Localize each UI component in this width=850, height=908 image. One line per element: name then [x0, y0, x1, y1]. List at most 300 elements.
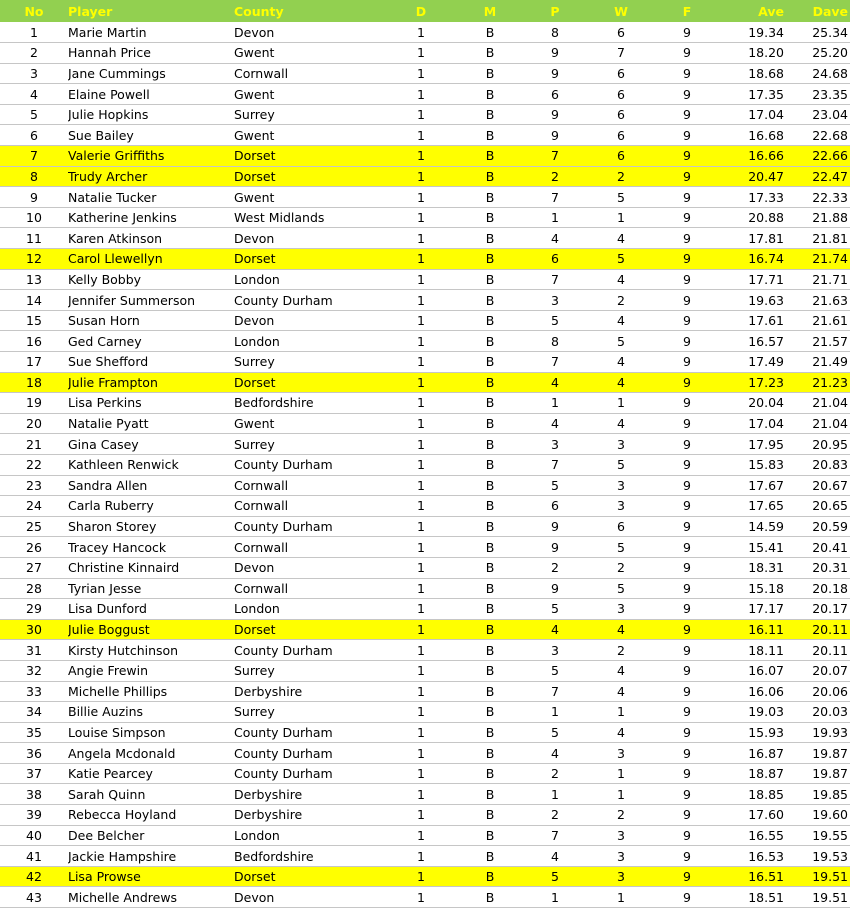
table-row: [0, 557, 850, 578]
cell-county: County Durham: [234, 724, 333, 740]
cell-m: B: [485, 560, 495, 576]
table-row: [0, 413, 850, 434]
cell-player: Rebecca Hoyland: [68, 807, 177, 823]
cell-p: 4: [551, 622, 559, 638]
cell-p: 4: [551, 230, 559, 246]
cell-dave: 22.66: [812, 148, 848, 164]
cell-county: Derbyshire: [234, 807, 303, 823]
cell-p: 9: [551, 539, 559, 555]
cell-no: 15: [26, 313, 42, 329]
cell-player: Julie Hopkins: [68, 107, 149, 123]
column-header-player: Player: [68, 3, 113, 19]
cell-p: 7: [551, 354, 559, 370]
cell-ave: 16.68: [748, 127, 784, 143]
cell-county: Dorset: [234, 374, 276, 390]
cell-player: Ged Carney: [68, 333, 142, 349]
cell-county: Dorset: [234, 148, 276, 164]
table-row: [0, 63, 850, 84]
table-row: [0, 846, 850, 867]
cell-p: 1: [551, 210, 559, 226]
cell-ave: 16.87: [748, 745, 784, 761]
cell-w: 5: [617, 580, 625, 596]
cell-ave: 17.17: [748, 601, 784, 617]
cell-p: 5: [551, 313, 559, 329]
cell-f: 9: [683, 457, 691, 473]
column-header-dave: Dave: [812, 3, 848, 19]
table-body: [0, 22, 850, 908]
cell-f: 9: [683, 539, 691, 555]
cell-f: 9: [683, 601, 691, 617]
cell-w: 6: [617, 107, 625, 123]
cell-m: B: [485, 210, 495, 226]
cell-m: B: [485, 374, 495, 390]
cell-f: 9: [683, 807, 691, 823]
cell-player: Angie Frewin: [68, 663, 148, 679]
cell-w: 1: [617, 210, 625, 226]
table-row: [0, 352, 850, 373]
cell-county: Dorset: [234, 622, 276, 638]
cell-m: B: [485, 65, 495, 81]
cell-p: 8: [551, 333, 559, 349]
cell-p: 7: [551, 271, 559, 287]
cell-no: 42: [26, 869, 42, 885]
cell-county: Bedfordshire: [234, 395, 314, 411]
cell-d: 1: [417, 127, 425, 143]
cell-w: 1: [617, 704, 625, 720]
cell-w: 5: [617, 189, 625, 205]
cell-no: 1: [30, 24, 38, 40]
cell-dave: 25.20: [812, 45, 848, 61]
cell-ave: 16.55: [748, 827, 784, 843]
cell-ave: 16.66: [748, 148, 784, 164]
cell-m: B: [485, 292, 495, 308]
cell-player: Jane Cummings: [68, 65, 166, 81]
cell-p: 1: [551, 786, 559, 802]
cell-player: Sue Shefford: [68, 354, 149, 370]
cell-d: 1: [417, 333, 425, 349]
cell-d: 1: [417, 683, 425, 699]
cell-d: 1: [417, 498, 425, 514]
cell-player: Susan Horn: [68, 313, 140, 329]
cell-dave: 22.47: [812, 168, 848, 184]
cell-f: 9: [683, 354, 691, 370]
cell-p: 7: [551, 827, 559, 843]
table-row: [0, 434, 850, 455]
cell-d: 1: [417, 189, 425, 205]
cell-m: B: [485, 168, 495, 184]
cell-ave: 17.49: [748, 354, 784, 370]
cell-player: Natalie Pyatt: [68, 416, 149, 432]
cell-w: 3: [617, 477, 625, 493]
cell-dave: 20.17: [812, 601, 848, 617]
cell-player: Valerie Griffiths: [68, 148, 165, 164]
table-row: [0, 187, 850, 208]
cell-player: Carol Llewellyn: [68, 251, 163, 267]
cell-m: B: [485, 333, 495, 349]
cell-dave: 19.87: [812, 766, 848, 782]
cell-no: 37: [26, 766, 42, 782]
cell-m: B: [485, 457, 495, 473]
cell-m: B: [485, 663, 495, 679]
cell-player: Hannah Price: [68, 45, 151, 61]
column-header-county: County: [234, 3, 284, 19]
cell-county: County Durham: [234, 457, 333, 473]
cell-f: 9: [683, 663, 691, 679]
cell-dave: 20.03: [812, 704, 848, 720]
cell-no: 27: [26, 560, 42, 576]
cell-w: 7: [617, 45, 625, 61]
cell-d: 1: [417, 601, 425, 617]
cell-player: Kathleen Renwick: [68, 457, 179, 473]
cell-p: 5: [551, 601, 559, 617]
cell-d: 1: [417, 827, 425, 843]
cell-dave: 19.60: [812, 807, 848, 823]
cell-player: Kirsty Hutchinson: [68, 642, 179, 658]
table-row: [0, 22, 850, 43]
cell-w: 1: [617, 786, 625, 802]
cell-player: Christine Kinnaird: [68, 560, 180, 576]
table-row: [0, 537, 850, 558]
cell-no: 25: [26, 519, 42, 535]
cell-f: 9: [683, 86, 691, 102]
cell-f: 9: [683, 24, 691, 40]
cell-p: 6: [551, 86, 559, 102]
cell-m: B: [485, 786, 495, 802]
cell-f: 9: [683, 65, 691, 81]
cell-p: 1: [551, 395, 559, 411]
cell-no: 7: [30, 148, 38, 164]
cell-m: B: [485, 580, 495, 596]
table-row: [0, 249, 850, 270]
table-row: [0, 290, 850, 311]
cell-no: 11: [26, 230, 42, 246]
cell-ave: 17.65: [748, 498, 784, 514]
cell-ave: 19.03: [748, 704, 784, 720]
cell-ave: 17.04: [748, 107, 784, 123]
cell-dave: 22.68: [812, 127, 848, 143]
cell-w: 5: [617, 539, 625, 555]
cell-m: B: [485, 477, 495, 493]
cell-dave: 20.06: [812, 683, 848, 699]
cell-no: 35: [26, 724, 42, 740]
cell-m: B: [485, 807, 495, 823]
cell-dave: 21.63: [812, 292, 848, 308]
cell-ave: 18.31: [748, 560, 784, 576]
cell-m: B: [485, 683, 495, 699]
cell-m: B: [485, 724, 495, 740]
table-row: [0, 207, 850, 228]
cell-ave: 18.20: [748, 45, 784, 61]
cell-dave: 20.65: [812, 498, 848, 514]
column-header-p: P: [550, 3, 560, 19]
cell-dave: 20.31: [812, 560, 848, 576]
table-row: [0, 743, 850, 764]
cell-f: 9: [683, 766, 691, 782]
cell-ave: 18.51: [748, 889, 784, 905]
cell-ave: 16.07: [748, 663, 784, 679]
column-header-ave: Ave: [758, 3, 784, 19]
table-row: [0, 784, 850, 805]
cell-d: 1: [417, 869, 425, 885]
cell-m: B: [485, 107, 495, 123]
cell-no: 20: [26, 416, 42, 432]
cell-no: 31: [26, 642, 42, 658]
column-header-no: No: [24, 3, 44, 19]
cell-d: 1: [417, 889, 425, 905]
cell-w: 1: [617, 766, 625, 782]
cell-county: London: [234, 601, 280, 617]
cell-p: 2: [551, 807, 559, 823]
cell-no: 13: [26, 271, 42, 287]
cell-d: 1: [417, 416, 425, 432]
cell-no: 18: [26, 374, 42, 390]
cell-p: 4: [551, 745, 559, 761]
cell-ave: 15.18: [748, 580, 784, 596]
cell-p: 7: [551, 457, 559, 473]
cell-county: London: [234, 827, 280, 843]
cell-player: Carla Ruberry: [68, 498, 154, 514]
cell-m: B: [485, 127, 495, 143]
cell-f: 9: [683, 704, 691, 720]
cell-d: 1: [417, 704, 425, 720]
cell-f: 9: [683, 189, 691, 205]
cell-f: 9: [683, 560, 691, 576]
cell-dave: 23.35: [812, 86, 848, 102]
cell-county: Bedfordshire: [234, 848, 314, 864]
cell-p: 7: [551, 148, 559, 164]
cell-player: Elaine Powell: [68, 86, 150, 102]
cell-w: 3: [617, 745, 625, 761]
cell-dave: 21.23: [812, 374, 848, 390]
cell-m: B: [485, 601, 495, 617]
cell-dave: 20.67: [812, 477, 848, 493]
cell-f: 9: [683, 127, 691, 143]
cell-county: Surrey: [234, 354, 275, 370]
table-row: [0, 496, 850, 517]
cell-m: B: [485, 745, 495, 761]
cell-dave: 21.49: [812, 354, 848, 370]
cell-p: 2: [551, 560, 559, 576]
cell-w: 1: [617, 889, 625, 905]
cell-w: 5: [617, 251, 625, 267]
cell-d: 1: [417, 251, 425, 267]
cell-w: 1: [617, 395, 625, 411]
cell-no: 6: [30, 127, 38, 143]
cell-player: Lisa Dunford: [68, 601, 147, 617]
cell-d: 1: [417, 107, 425, 123]
cell-no: 4: [30, 86, 38, 102]
cell-m: B: [485, 230, 495, 246]
table-row: [0, 578, 850, 599]
cell-county: Gwent: [234, 416, 275, 432]
cell-player: Sue Bailey: [68, 127, 134, 143]
cell-ave: 17.35: [748, 86, 784, 102]
cell-dave: 20.83: [812, 457, 848, 473]
cell-player: Billie Auzins: [68, 704, 144, 720]
cell-dave: 19.51: [812, 869, 848, 885]
cell-no: 28: [26, 580, 42, 596]
cell-county: County Durham: [234, 642, 333, 658]
table-row: [0, 43, 850, 64]
cell-f: 9: [683, 724, 691, 740]
cell-county: County Durham: [234, 745, 333, 761]
cell-ave: 17.71: [748, 271, 784, 287]
cell-d: 1: [417, 642, 425, 658]
cell-m: B: [485, 622, 495, 638]
cell-player: Trudy Archer: [68, 168, 148, 184]
cell-w: 3: [617, 498, 625, 514]
cell-ave: 17.33: [748, 189, 784, 205]
table-row: [0, 310, 850, 331]
cell-m: B: [485, 86, 495, 102]
cell-d: 1: [417, 436, 425, 452]
cell-w: 6: [617, 148, 625, 164]
cell-f: 9: [683, 395, 691, 411]
cell-dave: 20.18: [812, 580, 848, 596]
cell-f: 9: [683, 251, 691, 267]
cell-w: 4: [617, 354, 625, 370]
cell-ave: 18.11: [748, 642, 784, 658]
cell-m: B: [485, 766, 495, 782]
column-header-f: F: [682, 3, 692, 19]
cell-m: B: [485, 354, 495, 370]
cell-w: 6: [617, 24, 625, 40]
cell-m: B: [485, 889, 495, 905]
cell-ave: 18.85: [748, 786, 784, 802]
table-row: [0, 393, 850, 414]
cell-w: 4: [617, 271, 625, 287]
cell-d: 1: [417, 168, 425, 184]
cell-d: 1: [417, 663, 425, 679]
cell-no: 12: [26, 251, 42, 267]
cell-player: Katie Pearcey: [68, 766, 153, 782]
cell-ave: 17.60: [748, 807, 784, 823]
cell-no: 22: [26, 457, 42, 473]
cell-no: 43: [26, 889, 42, 905]
cell-p: 4: [551, 374, 559, 390]
cell-county: Cornwall: [234, 498, 289, 514]
table-row: [0, 805, 850, 826]
cell-player: Michelle Phillips: [68, 683, 168, 699]
cell-dave: 20.11: [812, 622, 848, 638]
cell-county: Cornwall: [234, 477, 289, 493]
cell-f: 9: [683, 498, 691, 514]
cell-w: 4: [617, 230, 625, 246]
cell-w: 2: [617, 560, 625, 576]
cell-d: 1: [417, 292, 425, 308]
cell-f: 9: [683, 148, 691, 164]
cell-county: Surrey: [234, 107, 275, 123]
cell-county: London: [234, 333, 280, 349]
cell-ave: 18.68: [748, 65, 784, 81]
cell-ave: 19.34: [748, 24, 784, 40]
cell-w: 4: [617, 724, 625, 740]
cell-ave: 20.88: [748, 210, 784, 226]
table-row: [0, 228, 850, 249]
cell-dave: 20.95: [812, 436, 848, 452]
cell-m: B: [485, 869, 495, 885]
cell-f: 9: [683, 642, 691, 658]
cell-no: 10: [26, 210, 42, 226]
cell-no: 30: [26, 622, 42, 638]
table-row: [0, 475, 850, 496]
cell-ave: 16.11: [748, 622, 784, 638]
cell-county: Devon: [234, 24, 275, 40]
cell-player: Michelle Andrews: [68, 889, 178, 905]
cell-dave: 20.59: [812, 519, 848, 535]
cell-county: Surrey: [234, 663, 275, 679]
cell-m: B: [485, 251, 495, 267]
cell-p: 5: [551, 869, 559, 885]
cell-f: 9: [683, 45, 691, 61]
cell-dave: 22.33: [812, 189, 848, 205]
cell-player: Kelly Bobby: [68, 271, 142, 287]
cell-f: 9: [683, 786, 691, 802]
cell-no: 23: [26, 477, 42, 493]
cell-dave: 25.34: [812, 24, 848, 40]
cell-player: Julie Frampton: [68, 374, 158, 390]
cell-ave: 20.04: [748, 395, 784, 411]
cell-w: 3: [617, 436, 625, 452]
cell-county: County Durham: [234, 292, 333, 308]
cell-dave: 21.61: [812, 313, 848, 329]
cell-d: 1: [417, 745, 425, 761]
cell-ave: 16.57: [748, 333, 784, 349]
cell-p: 9: [551, 107, 559, 123]
cell-no: 38: [26, 786, 42, 802]
cell-d: 1: [417, 848, 425, 864]
cell-county: County Durham: [234, 766, 333, 782]
cell-d: 1: [417, 210, 425, 226]
cell-d: 1: [417, 86, 425, 102]
cell-f: 9: [683, 374, 691, 390]
cell-p: 1: [551, 704, 559, 720]
cell-player: Louise Simpson: [68, 724, 166, 740]
cell-ave: 17.61: [748, 313, 784, 329]
cell-player: Gina Casey: [68, 436, 139, 452]
cell-f: 9: [683, 477, 691, 493]
cell-d: 1: [417, 230, 425, 246]
cell-ave: 16.53: [748, 848, 784, 864]
cell-d: 1: [417, 539, 425, 555]
cell-county: Dorset: [234, 251, 276, 267]
cell-ave: 16.74: [748, 251, 784, 267]
cell-dave: 21.57: [812, 333, 848, 349]
cell-w: 2: [617, 807, 625, 823]
cell-no: 26: [26, 539, 42, 555]
cell-dave: 24.68: [812, 65, 848, 81]
cell-w: 6: [617, 127, 625, 143]
cell-county: Dorset: [234, 168, 276, 184]
table-row: [0, 146, 850, 167]
cell-d: 1: [417, 354, 425, 370]
cell-d: 1: [417, 560, 425, 576]
cell-county: Dorset: [234, 869, 276, 885]
cell-county: Devon: [234, 230, 275, 246]
cell-p: 2: [551, 168, 559, 184]
cell-no: 16: [26, 333, 42, 349]
header-row: [0, 0, 850, 22]
cell-d: 1: [417, 519, 425, 535]
cell-dave: 23.04: [812, 107, 848, 123]
cell-player: Natalie Tucker: [68, 189, 157, 205]
table-row: [0, 454, 850, 475]
table-row: [0, 599, 850, 620]
table-row: [0, 104, 850, 125]
cell-dave: 19.93: [812, 724, 848, 740]
cell-w: 3: [617, 601, 625, 617]
cell-no: 8: [30, 168, 38, 184]
